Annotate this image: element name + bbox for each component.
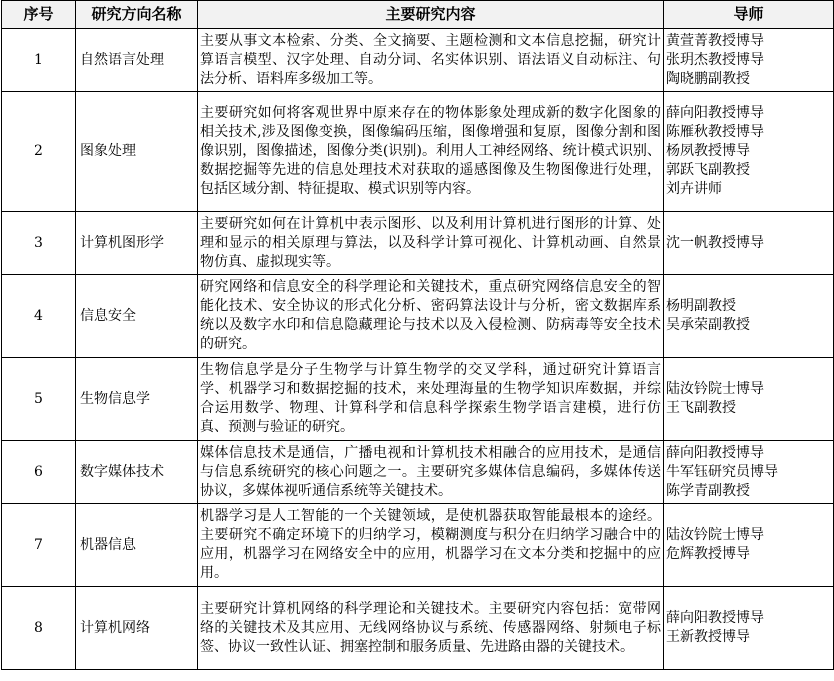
tutor-name: 王飞副教授 — [666, 400, 736, 416]
header-content: 主要研究内容 — [198, 1, 664, 29]
tutor-name: 牛军钰研究员博导 — [666, 463, 778, 480]
direction-name: 信息安全 — [76, 275, 198, 358]
tutor-name: 薛向阳教授博导 — [666, 444, 764, 461]
table-row — [2, 92, 834, 212]
tutor-name: 沈一帆教授博导 — [666, 234, 764, 251]
row-number: 7 — [2, 504, 76, 587]
row-number: 2 — [2, 92, 76, 212]
table-row — [2, 504, 834, 587]
tutor-name: 危辉教授博导 — [666, 546, 750, 562]
tutor-name: 陆汝钤院士博导 — [666, 381, 764, 397]
research-content: 机器学习是人工智能的一个关键领域，是使机器获取智能最根本的途经。主要研究不确定环境下的归纳学习，模糊测度与积分在归纳学习融合中的应用，机器学习在网络安全中的应用，机器学习在文本分类和挖掘中的应用。 — [198, 504, 664, 587]
tutor-name: 陈学青副教授 — [666, 482, 750, 499]
tutor-list — [664, 441, 834, 504]
tutor-name: 陶晓鹏副教授 — [666, 70, 750, 87]
research-content: 研究网络和信息安全的科学理论和关键技术，重点研究网络信息安全的智能化技术、安全协议的形式化分析、密码算法设计与分析，密文数据库系统以及数字水印和信息隐藏理论与技术以及入侵检测、防病毒等安全技术的研究。 — [198, 275, 664, 358]
row-number: 3 — [2, 212, 76, 275]
tutor-list — [664, 504, 834, 587]
research-content: 媒体信息技术是通信，广播电视和计算机技术相融合的应用技术，是通信与信息系统研究的核心问题之一。主要研究多媒体信息编码，多媒体传送协议，多媒体视听通信系统等关键技术。 — [198, 441, 664, 504]
tutor-name: 黄萱菁教授博导 — [666, 32, 764, 49]
tutor-name: 刘卉讲师 — [666, 181, 722, 197]
direction-name: 数字媒体技术 — [76, 441, 198, 504]
table-row — [2, 358, 834, 441]
research-content: 主要研究计算机网络的科学理论和关键技术。主要研究内容包括：宽带网络的关键技术及其应用、无线网络协议与系统、传感器网络、射频电子标签、协议一致性认证、拥塞控制和服务质量、先进路由器的关键技术。 — [198, 587, 664, 670]
tutor-list — [664, 275, 834, 358]
tutor-list — [664, 29, 834, 92]
row-number: 8 — [2, 587, 76, 670]
direction-name: 计算机网络 — [76, 587, 198, 670]
tutor-name: 张玥杰教授博导 — [666, 51, 764, 68]
research-content: 主要研究如何在计算机中表示图形、以及利用计算机进行图形的计算、处理和显示的相关原理与算法，以及科学计算可视化、计算机动画、自然景物仿真、虚拟现实等。 — [198, 212, 664, 275]
research-directions-table — [1, 0, 834, 670]
tutor-list — [664, 587, 834, 670]
table-row — [2, 441, 834, 504]
direction-name: 生物信息学 — [76, 358, 198, 441]
header-no: 序号 — [2, 1, 76, 29]
tutor-name: 薛向阳教授博导 — [666, 610, 764, 626]
row-number: 4 — [2, 275, 76, 358]
tutor-list — [664, 92, 834, 212]
direction-name: 自然语言处理 — [76, 29, 198, 92]
tutor-name: 薛向阳教授博导 — [666, 105, 764, 121]
tutor-name: 陈雁秋教授博导 — [666, 124, 764, 140]
table-row — [2, 29, 834, 92]
row-number: 6 — [2, 441, 76, 504]
row-number: 1 — [2, 29, 76, 92]
research-content: 主要研究如何将客观世界中原来存在的物体影象处理成新的数字化图象的相关技术,涉及图像变换，图像编码压缩，图像增强和复原，图像分割和图像识别，图像描述，图像分类(识别)。利用人工神经网络、统计模式识别、数据挖掘等先进的信息处理技术对获取的遥感图像及生物图像进行处理，包括区域分割、特征提取、模式识别等内容。 — [198, 92, 664, 212]
tutor-name: 杨夙教授博导 — [666, 143, 750, 159]
header-direction: 研究方向名称 — [76, 1, 198, 29]
research-content: 主要从事文本检索、分类、全文摘要、主题检测和文本信息挖掘，研究计算语言模型、汉字处理、自动分词、名实体识别、语法语义自动标注、句法分析、语料库多级加工等。 — [198, 29, 664, 92]
table-row — [2, 587, 834, 670]
table-row — [2, 212, 834, 275]
row-number: 5 — [2, 358, 76, 441]
table-header-row — [2, 1, 834, 29]
direction-name: 计算机图形学 — [76, 212, 198, 275]
header-tutor: 导师 — [664, 1, 834, 29]
tutor-name: 杨明副教授 — [666, 298, 736, 314]
research-content: 生物信息学是分子生物学与计算生物学的交叉学科，通过研究计算语言学、机器学习和数据挖掘的技术，来处理海量的生物学知识库数据，并综合运用数学、物理、计算科学和信息科学探索生物学语言建模，进行仿真、预测与验证的研究。 — [198, 358, 664, 441]
table-row — [2, 275, 834, 358]
tutor-name: 郭跃飞副教授 — [666, 162, 750, 178]
tutor-name: 王新教授博导 — [666, 629, 750, 645]
tutor-name: 吴承荣副教授 — [666, 317, 750, 333]
direction-name: 图象处理 — [76, 92, 198, 212]
tutor-list — [664, 212, 834, 275]
tutor-list — [664, 358, 834, 441]
direction-name: 机器信息 — [76, 504, 198, 587]
tutor-name: 陆汝钤院士博导 — [666, 527, 764, 543]
